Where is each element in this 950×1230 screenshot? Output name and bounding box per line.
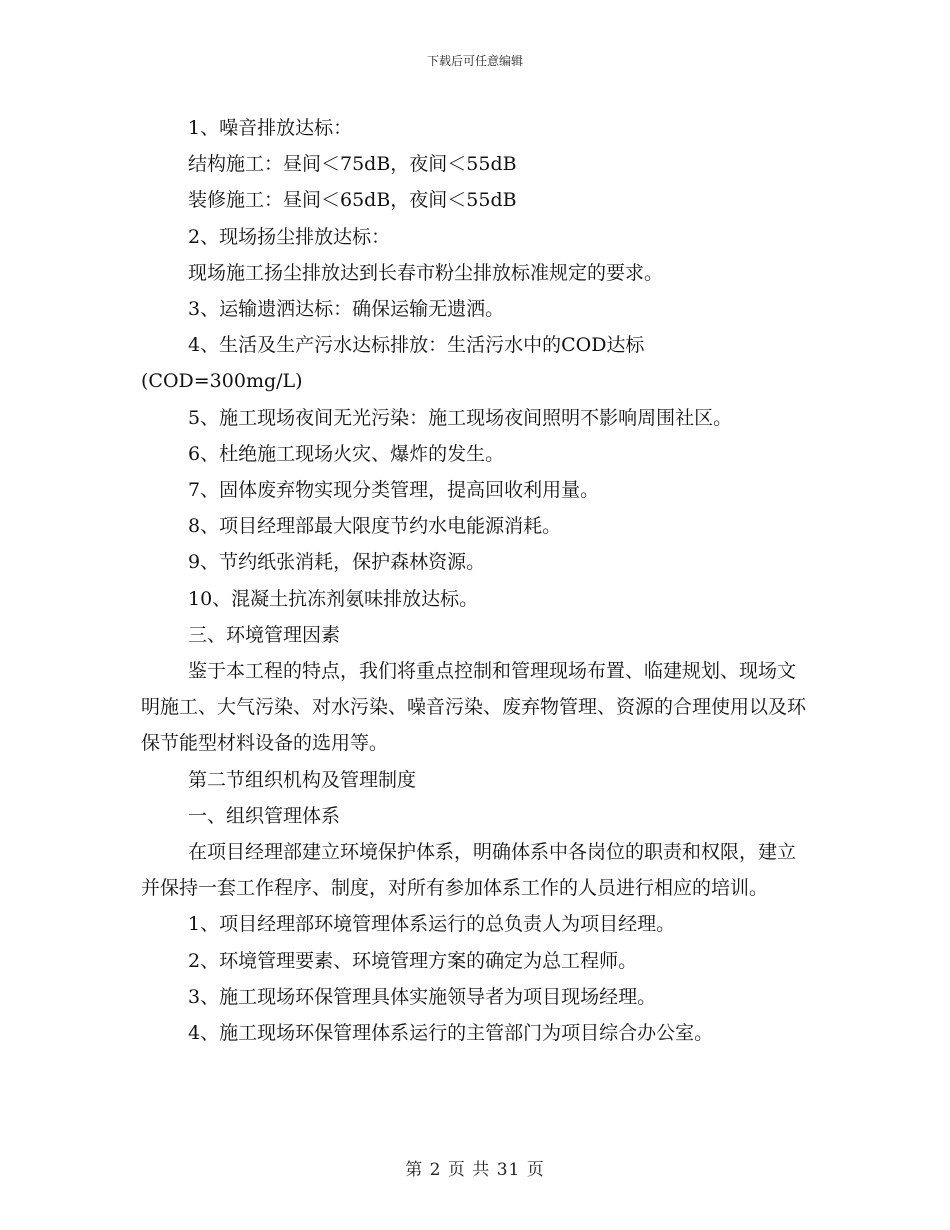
paragraph: 结构施工：昼间＜75dB，夜间＜55dB bbox=[188, 153, 517, 176]
paragraph: 7、固体废弃物实现分类管理，提高回收利用量。 bbox=[188, 479, 600, 502]
paragraph: 2、环境管理要素、环境管理方案的确定为总工程师。 bbox=[188, 949, 638, 972]
page-header: 下载后可任意编辑 bbox=[426, 54, 523, 68]
document-body bbox=[141, 110, 811, 1051]
paragraph: 5、施工现场夜间无光污染：施工现场夜间照明不影响周围社区。 bbox=[188, 406, 733, 429]
paragraph: 6、杜绝施工现场火灾、爆炸的发生。 bbox=[188, 442, 505, 465]
paragraph: 2、现场扬尘排放达标： bbox=[188, 225, 391, 248]
paragraph: 4、施工现场环保管理体系运行的主管部门为项目综合办公室。 bbox=[188, 1022, 714, 1045]
paragraph: 在项目经理部建立环境保护体系，明确体系中各岗位的职责和权限，建立并保持一套工作程序、制度，对所有参加体系工作的人员进行相应的培训。 bbox=[141, 841, 797, 900]
paragraph: 装修施工：昼间＜65dB，夜间＜55dB bbox=[188, 189, 517, 212]
section-heading: 一、组织管理体系 bbox=[188, 804, 341, 827]
paragraph: 10、混凝土抗冻剂氨味排放达标。 bbox=[188, 587, 479, 610]
paragraph: 3、运输遗洒达标：确保运输无遗洒。 bbox=[188, 298, 505, 321]
paragraph: 现场施工扬尘排放达到长春市粉尘排放标准规定的要求。 bbox=[188, 261, 664, 284]
section-heading: 三、环境管理因素 bbox=[188, 623, 341, 646]
paragraph: 9、节约纸张消耗，保护森林资源。 bbox=[188, 551, 486, 574]
paragraph: 8、项目经理部最大限度节约水电能源消耗。 bbox=[188, 515, 562, 538]
paragraph: 3、施工现场环保管理具体实施领导者为项目现场经理。 bbox=[188, 985, 657, 1008]
paragraph: 1、项目经理部环境管理体系运行的总负责人为项目经理。 bbox=[188, 913, 676, 936]
paragraph: 1、噪音排放达标： bbox=[188, 117, 353, 139]
paragraph: (COD=300mg/L) bbox=[141, 370, 303, 393]
page-footer: 第 2 页 共 31 页 bbox=[405, 1160, 545, 1180]
paragraph: 鉴于本工程的特点，我们将重点控制和管理现场布置、临建规划、现场文明施工、大气污染、对水污染、噪音污染、废弃物管理、资源的合理使用以及环保节能型材料设备的选用等。 bbox=[141, 660, 807, 755]
chapter-heading: 第二节组织机构及管理制度 bbox=[188, 768, 417, 791]
paragraph: 4、生活及生产污水达标排放：生活污水中的COD达标 bbox=[188, 334, 645, 357]
